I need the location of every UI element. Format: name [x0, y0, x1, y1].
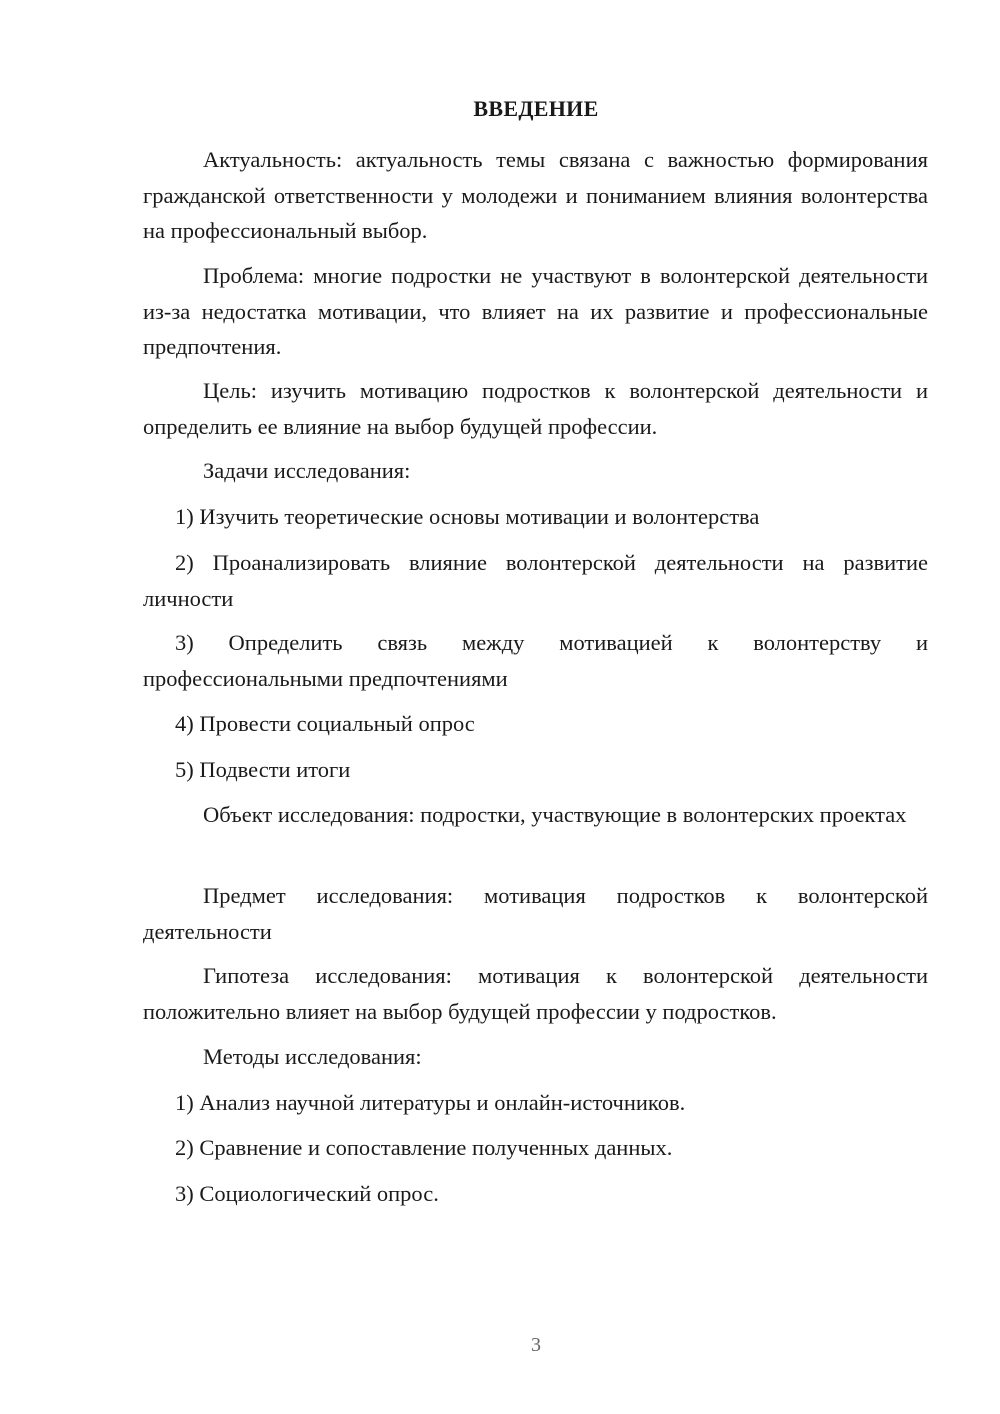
method-item-2: 2) Сравнение и сопоставление полученных данных. [175, 1135, 673, 1160]
page-number: 3 [531, 1334, 541, 1356]
methods-heading: Методы исследования: [203, 1044, 422, 1069]
paragraph-problem: Проблема: многие подростки не участвуют в волонтерской деятельности из-за недостатка мотивации, что влияет на их развитие и профессиональные предпочтения. [143, 263, 928, 359]
paragraph-object: Объект исследования: подростки, участвующие в волонтерских проектах [203, 802, 907, 827]
section-title: ВВЕДЕНИЕ [473, 96, 599, 121]
paragraph-subject: Предмет исследования: мотивация подростков к волонтерской деятельности [143, 883, 928, 944]
paragraph-goal: Цель: изучить мотивацию подростков к волонтерской деятельности и определить ее влияние на выбор будущей профессии. [143, 378, 928, 439]
method-item-1: 1) Анализ научной литературы и онлайн-источников. [175, 1090, 686, 1115]
paragraph-relevance: Актуальность: актуальность темы связана с важностью формирования гражданской ответственности у молодежи и пониманием влияния волонтерства на профессиональный выбор. [143, 147, 928, 243]
task-item-3: 3) Определить связь между мотивацией к волонтерству и профессиональными предпочтениями [143, 630, 928, 691]
method-item-3: 3) Социологический опрос. [175, 1181, 439, 1206]
task-item-2: 2) Проанализировать влияние волонтерской деятельности на развитие личности [143, 550, 928, 611]
tasks-heading: Задачи исследования: [203, 458, 411, 483]
task-item-1: 1) Изучить теоретические основы мотивации и волонтерства [175, 504, 760, 529]
task-item-4: 4) Провести социальный опрос [175, 711, 475, 736]
paragraph-hypothesis: Гипотеза исследования: мотивация к волонтерской деятельности положительно влияет на выбор будущей профессии у подростков. [143, 963, 928, 1024]
task-item-5: 5) Подвести итоги [175, 757, 351, 782]
